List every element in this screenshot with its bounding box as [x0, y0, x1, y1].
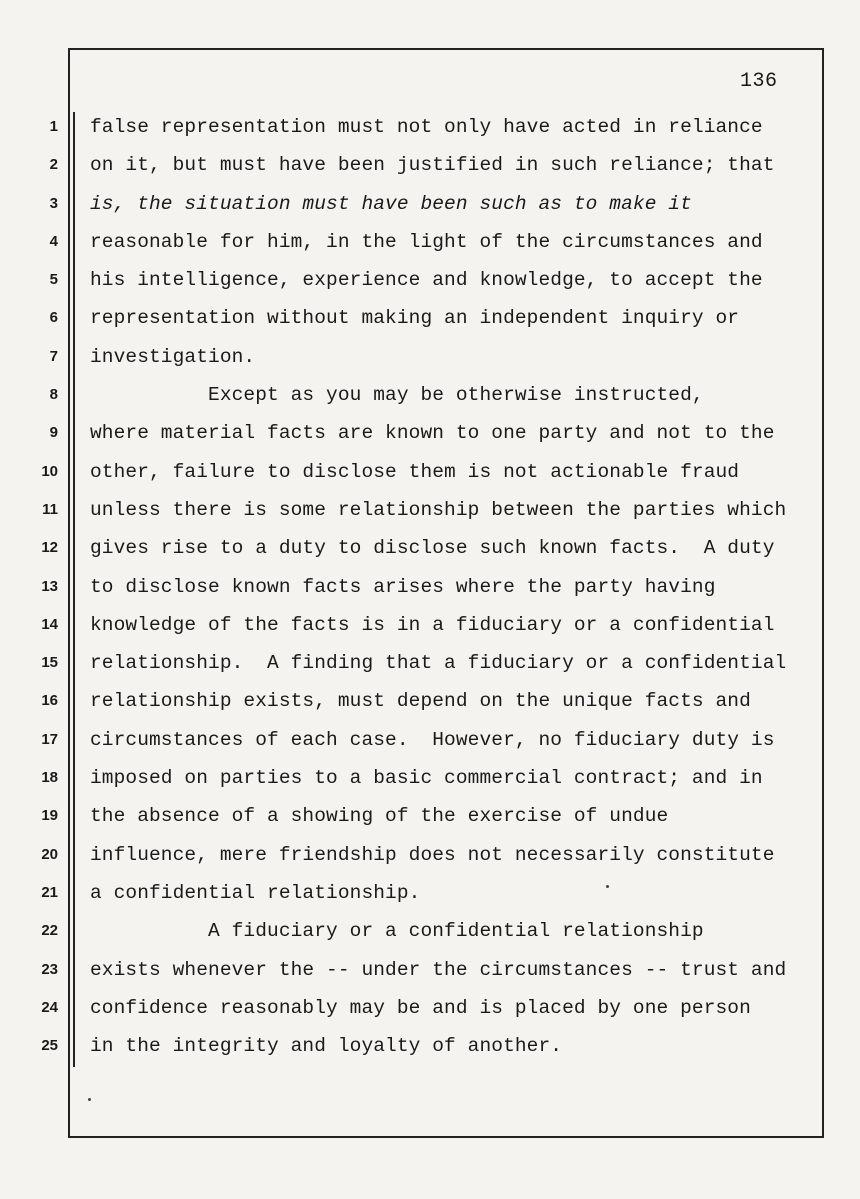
transcript-line: reasonable for him, in the light of the circumstances and [90, 230, 763, 253]
transcript-line: is, the situation must have been such as to make it [90, 192, 692, 215]
line-number: 18 [41, 769, 58, 787]
line-number: 25 [41, 1037, 58, 1055]
line-number: 7 [49, 347, 58, 365]
line-number-column [22, 115, 58, 1072]
line-number: 22 [41, 922, 58, 940]
transcript-line: his intelligence, experience and knowledge, to accept the [90, 269, 763, 292]
transcript-line: influence, mere friendship does not necessarily constitute [90, 843, 775, 866]
line-number: 24 [41, 998, 58, 1016]
line-number: 14 [41, 615, 58, 633]
transcript-line: Except as you may be otherwise instructed, [90, 384, 704, 407]
transcript-line: a confidential relationship. [90, 881, 421, 904]
transcript-line: relationship exists, must depend on the unique facts and [90, 690, 751, 713]
line-number: 20 [41, 845, 58, 863]
transcript-line: on it, but must have been justified in such reliance; that [90, 154, 775, 177]
transcript-line: unless there is some relationship between the parties which [90, 498, 787, 521]
line-number: 17 [41, 730, 58, 748]
transcript-line: imposed on parties to a basic commercial contract; and in [90, 767, 763, 790]
line-number: 9 [49, 424, 58, 442]
line-number: 6 [49, 309, 58, 327]
transcript-line: exists whenever the -- under the circumstances -- trust and [90, 958, 787, 981]
scan-speck [606, 885, 609, 888]
transcript-line: in the integrity and loyalty of another. [90, 1035, 563, 1058]
line-number: 13 [41, 577, 58, 595]
line-number: 1 [49, 118, 58, 135]
transcript-line: relationship. A finding that a fiduciary or a confidential [90, 652, 787, 675]
transcript-line: investigation. [90, 345, 256, 368]
line-number: 23 [41, 960, 58, 978]
line-number: 21 [41, 883, 58, 901]
line-number: 8 [49, 386, 58, 404]
line-number: 16 [41, 692, 58, 710]
line-number: 4 [49, 232, 58, 250]
transcript-line: the absence of a showing of the exercise of undue [90, 805, 669, 828]
line-number: 2 [49, 156, 58, 174]
transcript-line: false representation must not only have acted in reliance [90, 116, 763, 138]
line-number: 11 [42, 500, 58, 518]
scan-speck [88, 1098, 91, 1101]
line-number: 10 [41, 462, 58, 480]
transcript-line: confidence reasonably may be and is placed by one person [90, 996, 751, 1019]
line-number-margin-rule [73, 112, 75, 1067]
transcript-line: circumstances of each case. However, no fiduciary duty is [90, 728, 775, 751]
transcript-line: gives rise to a duty to disclose such known facts. A duty [90, 537, 775, 560]
transcript-line: other, failure to disclose them is not actionable fraud [90, 460, 740, 483]
line-number: 3 [49, 194, 58, 212]
line-number: 15 [41, 654, 58, 672]
line-number: 12 [41, 539, 58, 557]
transcript-body [90, 115, 810, 1072]
page-number: 136 [740, 70, 778, 93]
transcript-line: to disclose known facts arises where the party having [90, 575, 716, 598]
line-number: 19 [41, 807, 58, 825]
line-number: 5 [49, 271, 58, 289]
transcript-line: where material facts are known to one party and not to the [90, 422, 775, 445]
transcript-line: A fiduciary or a confidential relationship [90, 920, 704, 943]
transcript-line: representation without making an independent inquiry or [90, 307, 740, 330]
transcript-line: knowledge of the facts is in a fiduciary or a confidential [90, 613, 775, 636]
